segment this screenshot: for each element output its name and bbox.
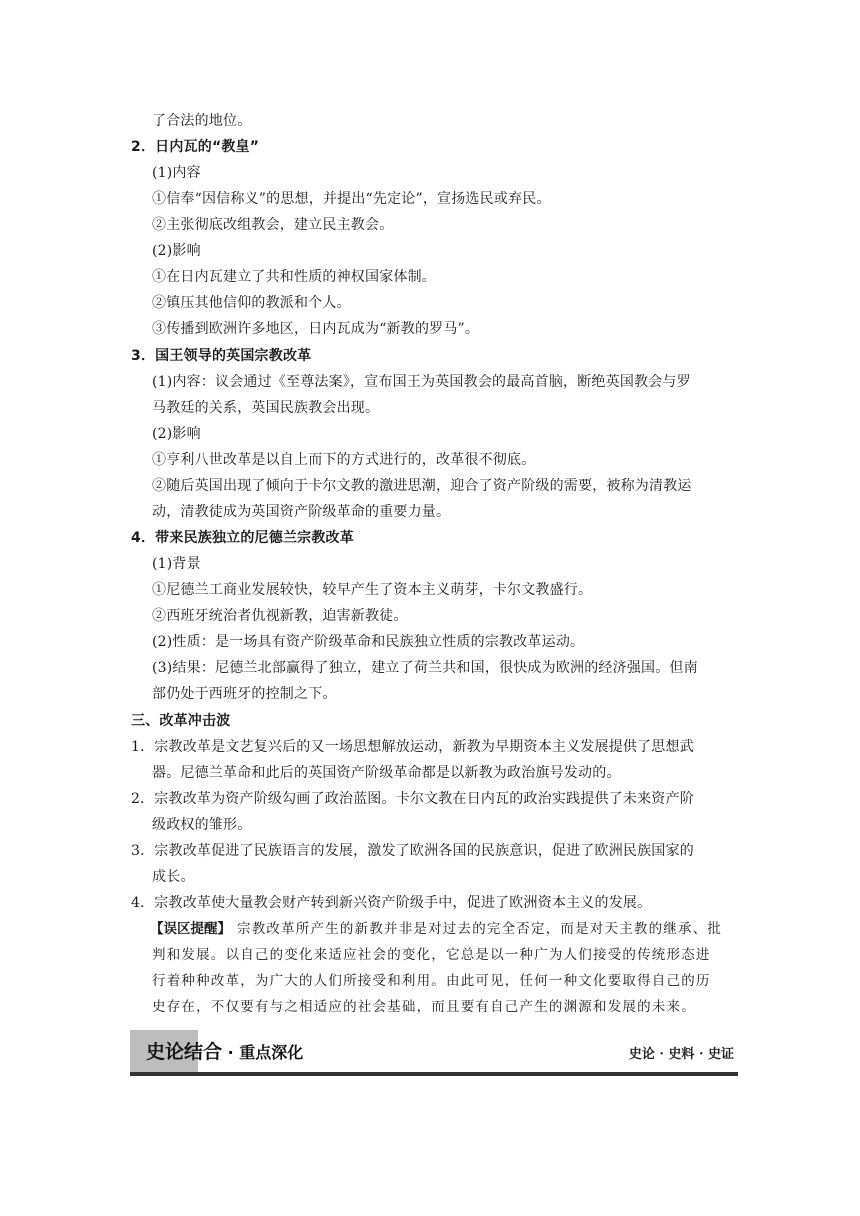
banner-rule: [130, 1072, 738, 1076]
list-item: ①尼德兰工商业发展较快，较早产生了资本主义萌芽，卡尔文教盛行。: [152, 582, 593, 598]
list-item: ①在日内瓦建立了共和性质的神权国家体制。: [152, 269, 436, 285]
list-item: ②随后英国出现了倾向于卡尔文教的激进思潮，迎合了资产阶级的需要，被称为清教运: [152, 478, 692, 494]
section-heading-4: 4．带来民族独立的尼德兰宗教改革: [131, 530, 354, 546]
list-item: ①信奉“因信称义”的思想，并提出“先定论”，宣扬选民或弃民。: [152, 191, 551, 207]
text-line: 了合法的地位。: [152, 113, 252, 129]
banner-subtitle: 重点深化: [239, 1043, 304, 1062]
numbered-paragraph: 1．宗教改革是文艺复兴后的又一场思想解放运动，新教为早期资本主义发展提供了思想武: [131, 739, 694, 755]
banner-title: [146, 1040, 303, 1065]
paragraph-line: (2)性质：是一场具有资产阶级革命和民族独立性质的宗教改革运动。: [152, 634, 585, 650]
numbered-paragraph-continued: 级政权的雏形。: [152, 817, 252, 833]
paragraph-line: 马教廷的关系，英国民族教会出现。: [152, 400, 380, 416]
banner-title-main: 史论结合: [146, 1041, 223, 1063]
numbered-paragraph-continued: 成长。: [152, 869, 195, 885]
numbered-paragraph: 4．宗教改革使大量教会财产转到新兴资产阶级手中，促进了欧洲资本主义的发展。: [131, 895, 652, 911]
list-item: ②镇压其他信仰的教派和个人。: [152, 295, 351, 311]
sub-heading: (2)影响: [152, 426, 201, 442]
note-label: 【误区提醒】: [150, 921, 231, 937]
section-heading-impact: 三、改革冲击波: [131, 713, 231, 729]
numbered-paragraph: 2．宗教改革为资产阶级勾画了政治蓝图。卡尔文教在日内瓦的政治实践提供了未来资产阶: [131, 791, 694, 807]
paragraph-line: (3)结果：尼德兰北部赢得了独立，建立了荷兰共和国，很快成为欧洲的经济强国。但南: [152, 660, 698, 676]
section-heading-2: 2．日内瓦的“教皇”: [131, 139, 260, 155]
paragraph-line: (1)内容：议会通过《至尊法案》，宣布国王为英国教会的最高首脑，断绝英国教会与罗: [152, 374, 691, 390]
numbered-paragraph-continued: 器。尼德兰革命和此后的英国资产阶级革命都是以新教为政治旗号发动的。: [152, 765, 621, 781]
section-banner: [130, 1030, 738, 1076]
list-item: ②主张彻底改组教会，建立民主教会。: [152, 217, 394, 233]
list-item-continued: 动，清教徒成为英国资产阶级革命的重要力量。: [152, 504, 451, 520]
note-line: 判和发展。以自己的变化来适应社会的变化，它总是以一种广为人们接受的传统形态进: [152, 947, 711, 963]
sub-heading: (1)内容: [152, 165, 201, 181]
section-heading-3: 3．国王领导的英国宗教改革: [131, 348, 312, 364]
note-text: 宗教改革所产生的新教并非是对过去的完全否定，而是对天主教的继承、批: [237, 921, 723, 937]
list-item: ①亨利八世改革是以自上而下的方式进行的，改革很不彻底。: [152, 452, 536, 468]
sub-heading: (2)影响: [152, 243, 201, 259]
list-item: ③传播到欧洲许多地区，日内瓦成为“新教的罗马”。: [152, 321, 480, 337]
numbered-paragraph: 3．宗教改革促进了民族语言的发展，激发了欧洲各国的民族意识，促进了欧洲民族国家的: [131, 843, 694, 859]
note-line: 行着种种改革，为广大的人们所接受和利用。由此可见，任何一种文化要取得自己的历: [152, 973, 711, 989]
banner-title-dot: ·: [222, 1043, 240, 1062]
list-item: ②西班牙统治者仇视新教，迫害新教徒。: [152, 608, 408, 624]
note-line: 史存在，不仅要有与之相适应的社会基础，而且要有自己产生的渊源和发展的未来。: [152, 999, 696, 1015]
paragraph-line: 部仍处于西班牙的控制之下。: [152, 686, 337, 702]
note-line: [150, 919, 722, 939]
banner-tagline: 史论 · 史料 · 史证: [628, 1047, 734, 1062]
sub-heading: (1)背景: [152, 556, 201, 572]
